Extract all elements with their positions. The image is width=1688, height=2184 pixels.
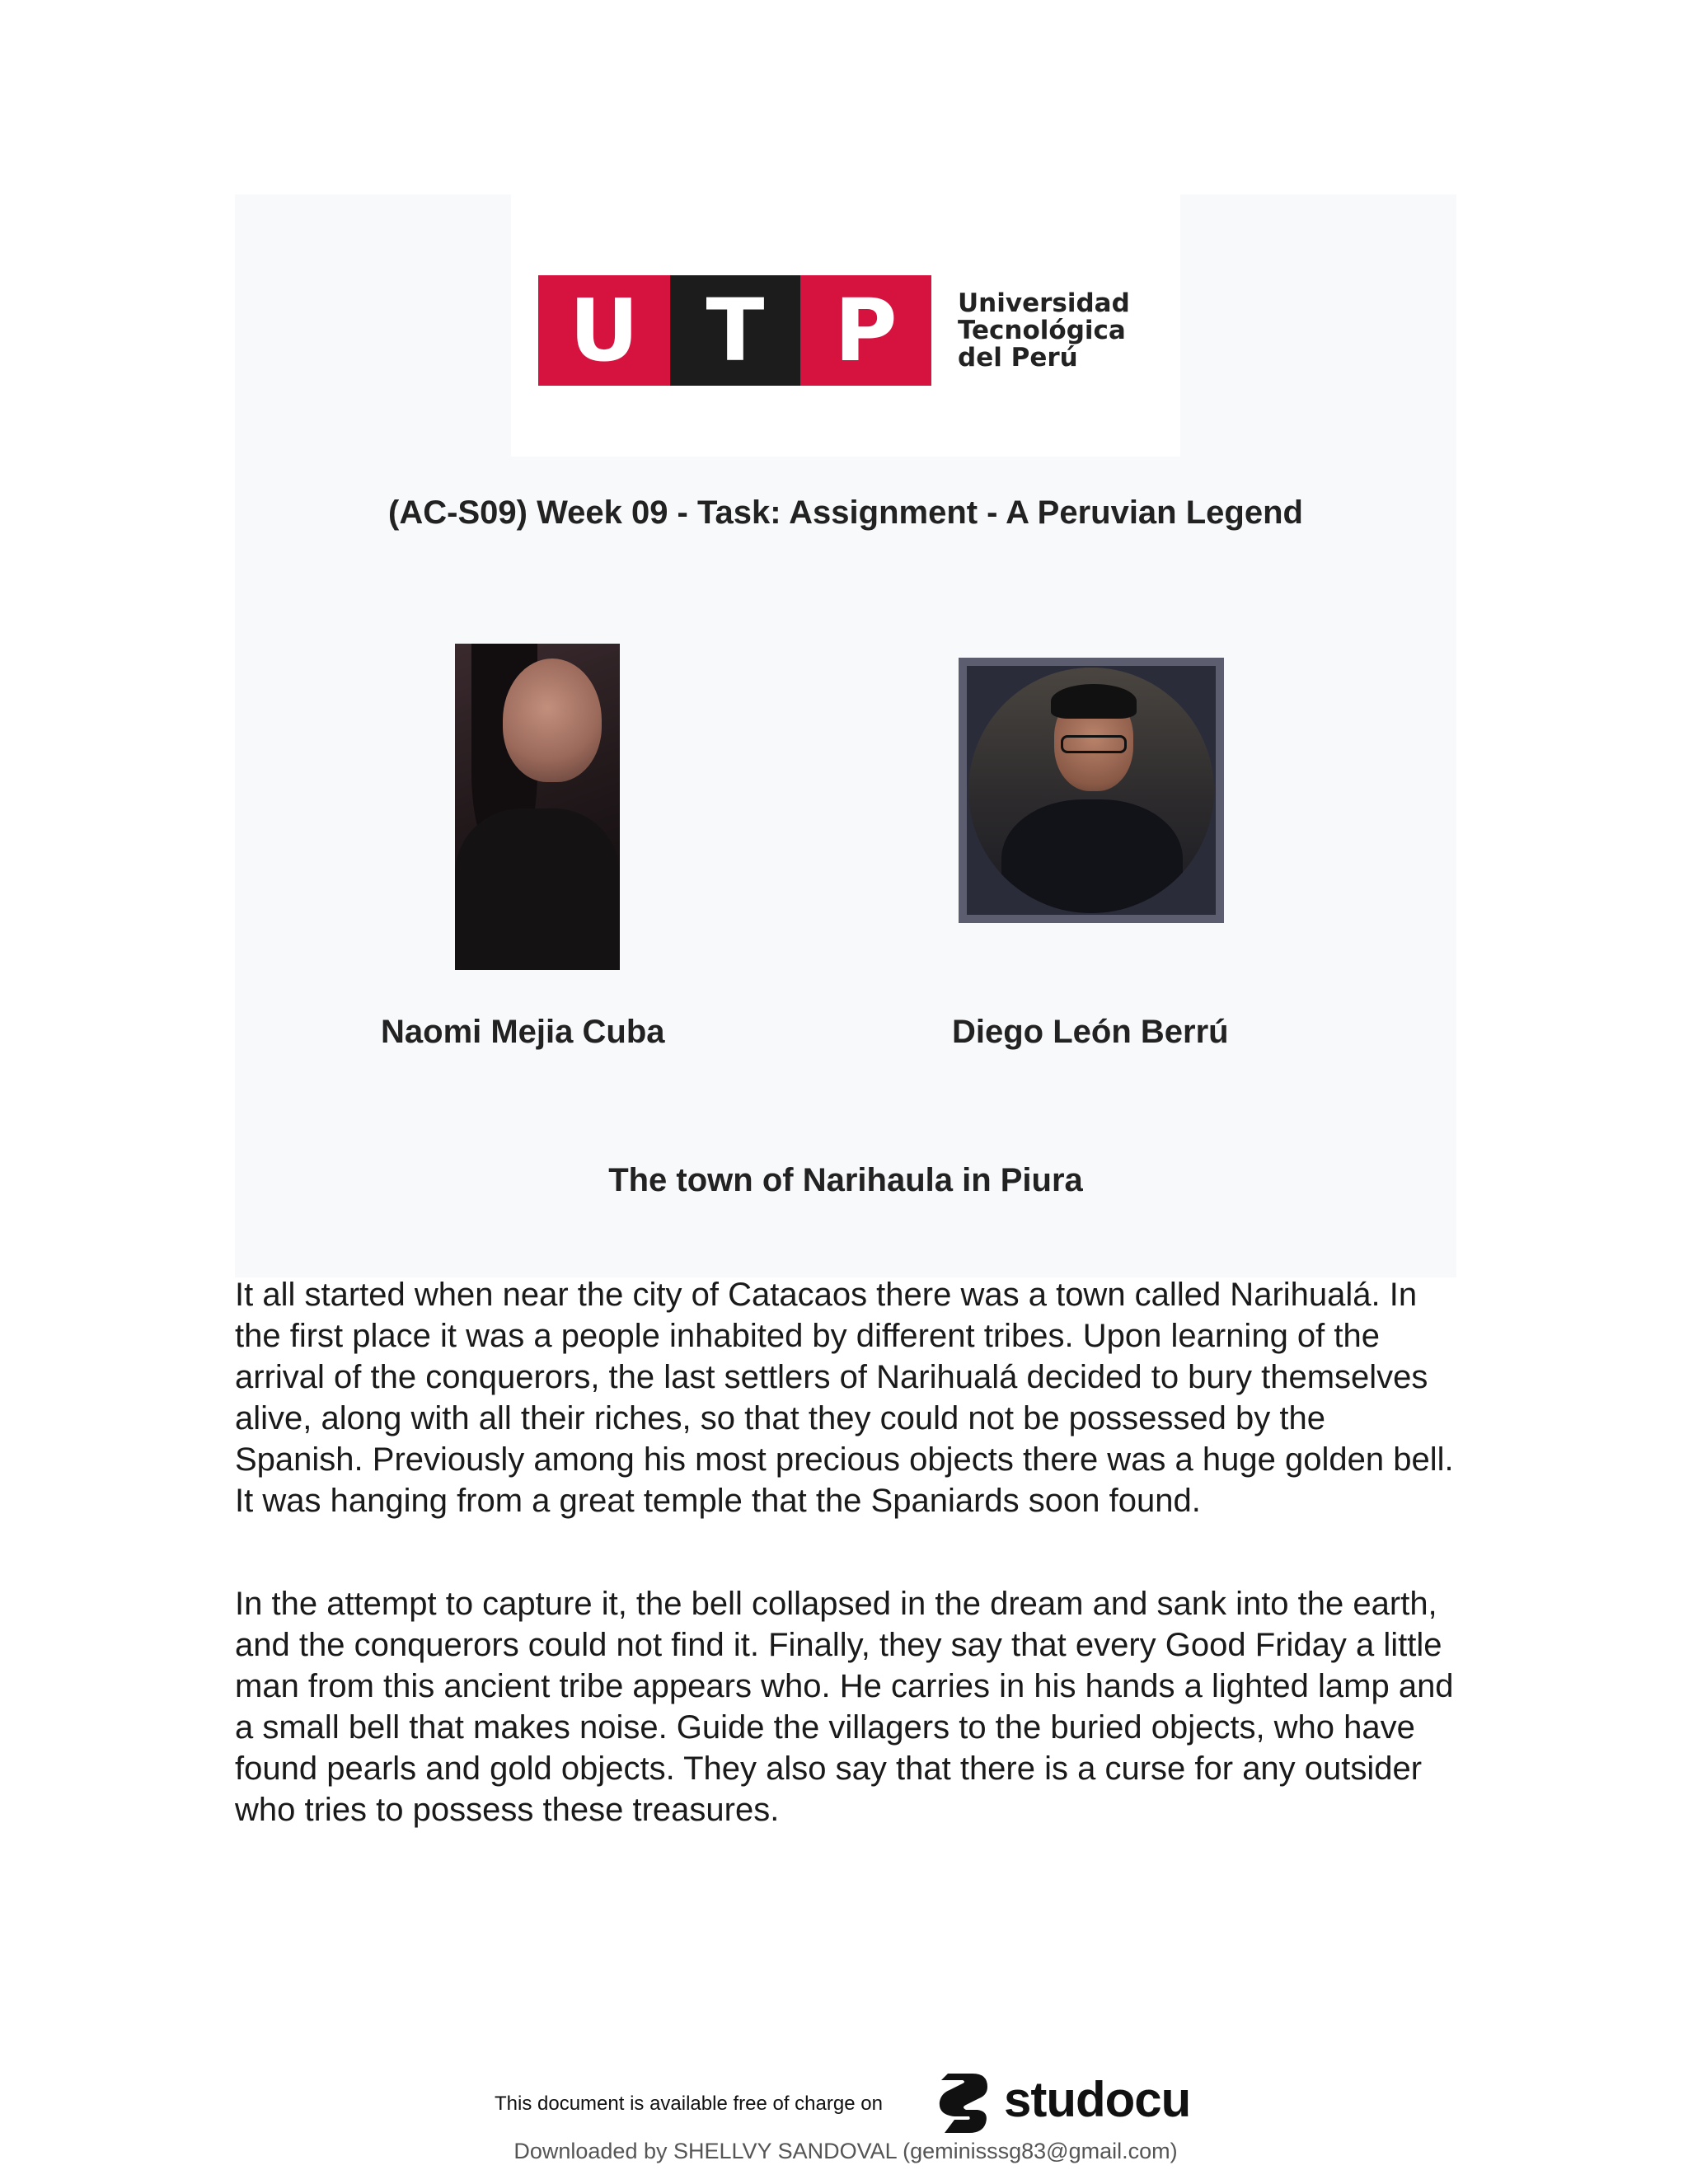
logo-text-line: Tecnológica [958, 316, 1126, 345]
body-paragraph-1: It all started when near the city of Catacaos there was a town called Narihualá. In the first place it was a people inhabited by different tribes. Upon learning of the arrival of the conquerors, the last settlers of Narihualá decided to bury themselves alive, along with all their riches, so that they could not be possessed by the Spanish. Previously among his most precious objects there was a huge golden bell. It was hanging from a great temple that the Spaniards soon found. [235, 1277, 1454, 1519]
legend-title: The town of Narihaula in Piura [608, 1162, 1083, 1198]
logo-block-p [800, 275, 931, 386]
photo-frame [967, 666, 1216, 915]
author-name-1: Naomi Mejia Cuba [381, 1014, 665, 1050]
footer-downloaded-by: Downloaded by SHELLVY SANDOVAL (geminisssg83@gmail.com) [513, 2139, 1178, 2163]
photo-hair [1051, 684, 1137, 719]
logo-text-line: del Perú [958, 343, 1078, 373]
studocu-logo-icon[interactable] [930, 2069, 996, 2135]
author-photo-diego [959, 658, 1224, 923]
logo-block-t [670, 275, 800, 386]
studocu-brand-link[interactable]: studocu [1004, 2072, 1191, 2127]
logo-letter-t: T [706, 280, 765, 381]
logo-text-line: Universidad [958, 288, 1130, 318]
logo-university-name [958, 290, 1172, 372]
photo-face [503, 658, 602, 782]
document-title: (AC-S09) Week 09 - Task: Assignment - A Peruvian Legend [388, 494, 1303, 531]
photo-circle [968, 668, 1214, 913]
photo-body [1001, 799, 1183, 913]
footer-availability-text: This document is available free of charge on [495, 2093, 883, 2115]
logo-block-u [538, 275, 670, 386]
photo-clothing [455, 808, 620, 970]
body-paragraph-2: In the attempt to capture it, the bell collapsed in the dream and sank into the earth, and the conquerors could not find it. Finally, they say that every Good Friday a little man from this ancient tribe appears who. He carries in his hands a lighted lamp and a small bell that makes noise. Guide the villagers to the buried objects, who have found pearls and gold objects. They also say that there is a curse for any outsider who tries to possess these treasures. [235, 1586, 1454, 1828]
logo-letter-p: P [834, 280, 898, 381]
photo-glasses [1061, 735, 1127, 753]
author-name-2: Diego León Berrú [952, 1014, 1229, 1050]
author-photo-naomi [455, 644, 620, 970]
logo-letter-u: U [569, 280, 640, 381]
